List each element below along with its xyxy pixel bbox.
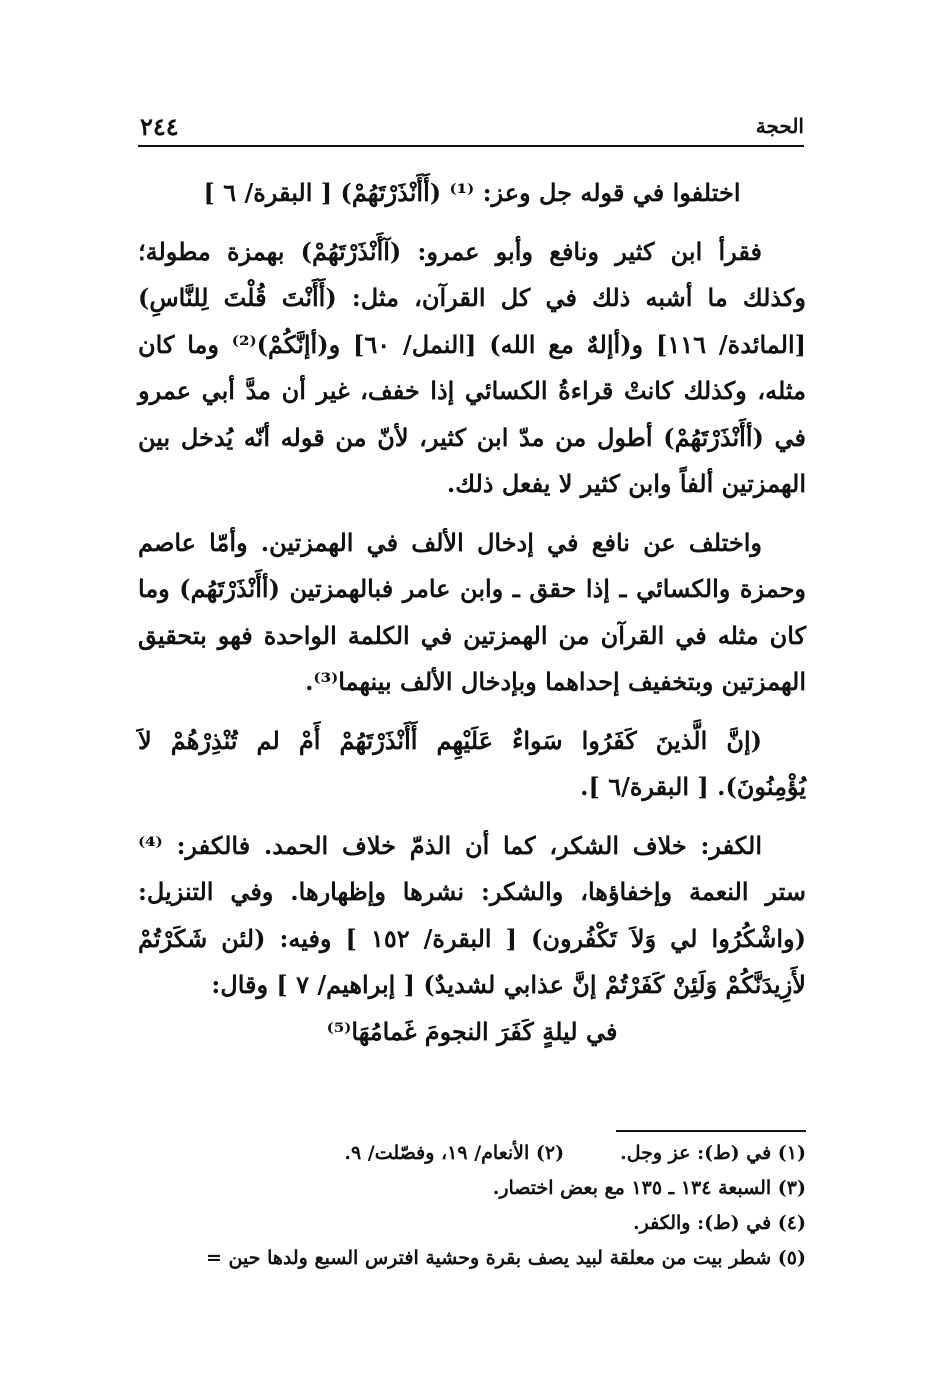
footnote-row bbox=[138, 1206, 806, 1241]
footnote-rule bbox=[616, 1130, 806, 1132]
header-rule bbox=[138, 145, 804, 147]
footnote-3: (٣) السبعة ١٣٤ ـ ١٣٥ مع بعض اختصار. bbox=[492, 1177, 806, 1199]
footnotes bbox=[138, 1136, 806, 1276]
paragraph-gap bbox=[138, 811, 806, 823]
paragraph-gap bbox=[138, 217, 806, 229]
paragraph-gap bbox=[138, 508, 806, 520]
running-title: الحجة bbox=[755, 114, 804, 138]
paragraph-gap bbox=[138, 706, 806, 718]
paragraph-3: واختلف عن نافع في إدخال الألف في الهمزتين. وأمّا عاصم وحمزة والكسائي ـ إذا حقق ـ وابن عامر فبالهمزتين (أأَنْذَرْتَهُم) وما كان مثله في القرآن من الهمزتين في الكلمة الواحدة فهو بتحقيق الهمزتين وبتخفيف إحداهما وبإدخال الألف بينهما⁽³⁾. bbox=[138, 527, 806, 696]
paragraph-5: الكفر: خلاف الشكر، كما أن الذمّ خلاف الحمد. فالكفر: ⁽⁴⁾ ستر النعمة وإخفاؤها، والشكر: نشرها وإظهارها. وفي التنزيل: (واشْكُرُوا لي وَلاَ تَكْفُرون) [ البقرة/ ١٥٢ ] وفيه: (لئن شَكَرْتُمْ لأَزِيدَنَّكُمْ وَلَئِنْ كَفَرْتُمْ إنَّ عذابي لشديدٌ) [ إبراهيم/ ٧ ] وقال: bbox=[138, 830, 806, 999]
footnote-row bbox=[138, 1171, 806, 1206]
paragraph-2: فقرأ ابن كثير ونافع وأبو عمرو: (آأَنْذَرْتَهُمْ) بهمزة مطولة؛ وكذلك ما أشبه ذلك في كل القرآن، مثل: (أَأَنْتَ قُلْتَ لِلنَّاسِ) [المائدة/ ١١٦] و(أإلهٌ مع الله) [النمل/ ٦٠] و(أإنَّكُمْ)⁽²⁾ وما كان مثله، وكذلك كانتْ قراءةُ الكسائي إذا خفف، غير أن مدَّ أبي عمرو في (أأَنْذَرْتَهُمْ) أطول من مدّ ابن كثير، لأنّ من قوله أنّه يُدخل بين الهمزتين ألفاً وابن كثير لا يفعل ذلك. bbox=[138, 236, 806, 498]
poetry-verse: في ليلةٍ كَفَرَ النجومَ غَمامُهَا⁽⁵⁾ bbox=[326, 1016, 618, 1046]
running-header bbox=[140, 110, 804, 144]
footnote-1: (١) في (ط): عز وجل. bbox=[620, 1142, 806, 1164]
footnote-5: (٥) شطر بيت من معلقة لبيد يصف بقرة وحشية افترس السبع ولدها حين = bbox=[206, 1247, 806, 1269]
page-number: ٢٤٤ bbox=[140, 112, 179, 141]
footnote-4: (٤) في (ط): والكفر. bbox=[633, 1212, 806, 1234]
main-text bbox=[138, 170, 806, 1055]
footnote-row bbox=[138, 1241, 806, 1276]
footnote-2: (٢) الأنعام/ ١٩، وفصّلت/ ٩. bbox=[344, 1142, 565, 1164]
paragraph-1: اختلفوا في قوله جل وعز: ⁽¹⁾ (أَأَنْذَرْتَهُمْ) [ البقرة/ ٦ ] bbox=[203, 178, 741, 207]
footnote-row bbox=[138, 1136, 806, 1171]
paragraph-4: (إنَّ الَّذينَ كَفَرُوا سَواءٌ عَلَيْهِم أَأَنْذَرْتَهُمْ أَمْ لم تُنْذِرْهُمْ لاَ يُؤْمِنُونَ). [ البقرة/٦ ]. bbox=[138, 725, 806, 801]
